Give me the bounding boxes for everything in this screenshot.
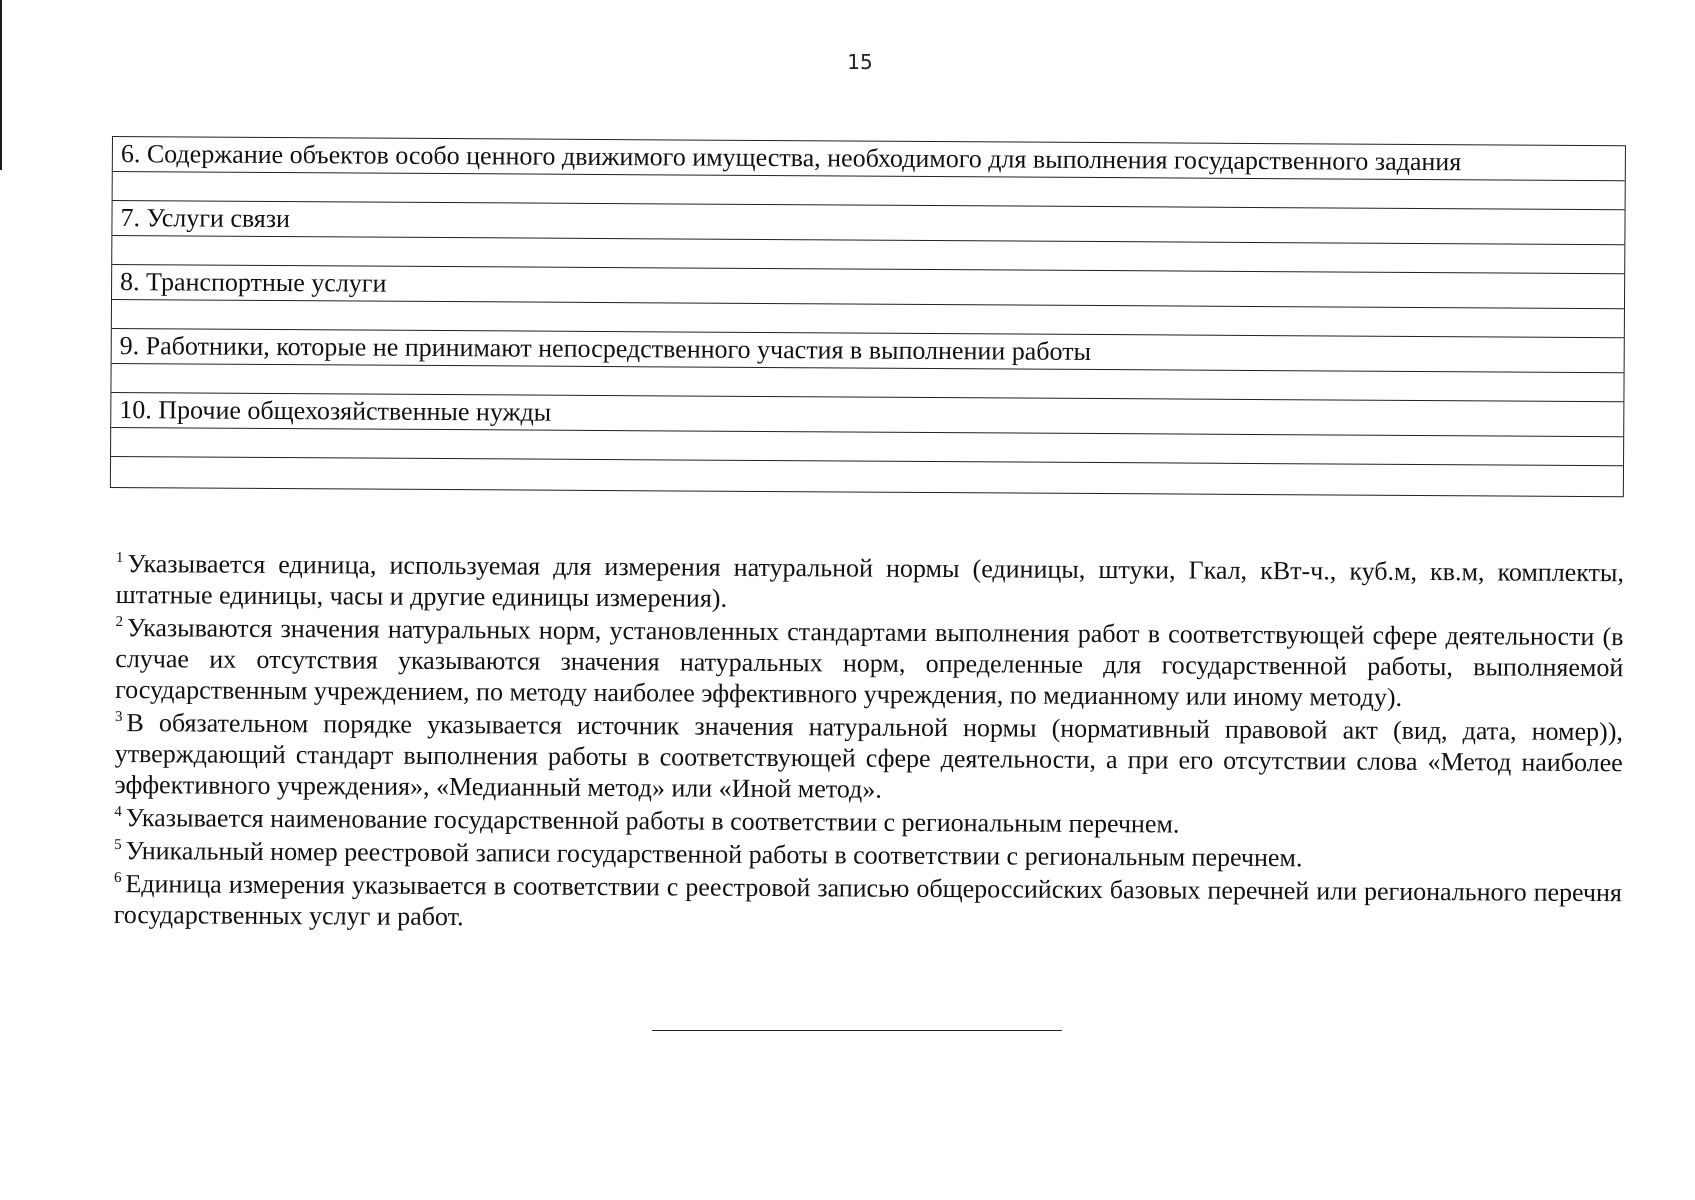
table-section-row: 10. Прочие общехозяйственные нужды (111, 393, 1623, 437)
table-section-row: 6. Содержание объектов особо ценного движимого имущества, необходимого для выполнения государственного задания (113, 137, 1625, 181)
footnote-text: Указывается единица, используемая для измерения натуральной нормы (единицы, штуки, Гкал, кВт-ч., куб.м, кв.м, комплекты, штатные единицы, часы и другие единицы измерения). (115, 549, 1624, 613)
page-number: 15 (847, 50, 873, 74)
footnote (115, 612, 1624, 714)
footnotes (114, 548, 1624, 941)
footnote-text: Указываются значения натуральных норм, установленных стандартами выполнения работ в соответствующей сфере деятельности (в случае их отсутствия указываются значения натуральных норм, определенные для государственной работы, выполняемой государственным учреждением, по методу наиболее эффективного учреждения, по медианному или иному методу). (115, 613, 1624, 712)
footnote-mark: 1 (115, 549, 124, 567)
table-section-row: 9. Работники, которые не принимают непосредственного участия в выполнении работы (112, 329, 1624, 373)
end-rule (652, 1030, 1062, 1031)
footnote-text: Уникальный номер реестровой записи государственной работы в соответствии с региональным перечнем. (125, 836, 1303, 873)
table-section-row: 7. Услуги связи (112, 201, 1624, 245)
table-section-row: 8. Транспортные услуги (112, 265, 1624, 309)
footnote (116, 548, 1624, 619)
footnote-mark: 2 (115, 613, 124, 631)
footnote-mark: 3 (114, 708, 123, 726)
footnote-text: Единица измерения указывается в соответствии с реестровой записью общероссийских базовых перечней или регионального перечня государственных услуг и работ. (113, 869, 1623, 932)
footnote-mark: 4 (114, 803, 122, 821)
footnote-mark: 5 (114, 836, 122, 854)
footnote-text: В обязательном порядке указывается источник значения натуральной нормы (нормативный правовой акт (вид, дата, номер)), утверждающий стандарт выполнения работы в соответствующей сфере деятельности, а при его отсутствии слова «Метод наиболее эффективного учреждения», «Медианный метод» или «Иной метод». (114, 708, 1623, 804)
footnote (114, 868, 1622, 939)
footnote-mark: 6 (113, 869, 122, 887)
scan-edge-line (0, 0, 2, 170)
cost-table (110, 136, 1626, 497)
footnote (114, 707, 1623, 809)
footnote-text: Указывается наименование государственной работы в соответствии с региональным перечнем. (125, 803, 1180, 839)
